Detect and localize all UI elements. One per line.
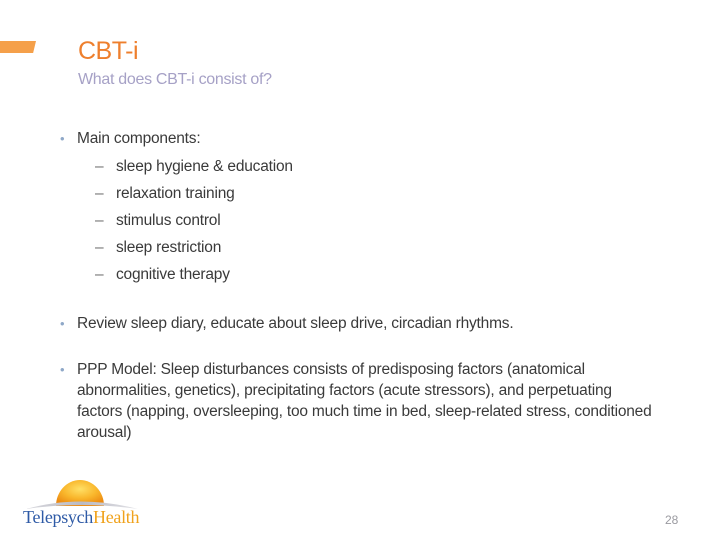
page-number: 28 — [665, 513, 679, 527]
dash-icon: – — [95, 212, 104, 229]
slide-content — [60, 128, 660, 443]
title-accent-bar — [0, 41, 36, 53]
logo-text-telepsych: Telepsych — [23, 507, 94, 527]
dash-icon: – — [95, 185, 104, 202]
slide-subtitle: What does CBT-i consist of? — [78, 71, 272, 88]
bullet-text: Main components: — [77, 130, 201, 147]
bullet-dot-icon: • — [60, 316, 65, 331]
bullet-ppp-model — [60, 359, 660, 443]
slide-title: CBT-i — [78, 37, 138, 65]
list-item — [77, 207, 660, 234]
telepsych-health-logo — [20, 476, 150, 532]
list-item-text: sleep restriction — [116, 239, 222, 256]
list-item-text: stimulus control — [116, 212, 221, 229]
dash-icon: – — [95, 266, 104, 283]
bullet-main-components — [60, 128, 660, 288]
list-item-text: sleep hygiene & education — [116, 158, 293, 175]
list-item — [77, 153, 660, 180]
dash-icon: – — [95, 239, 104, 256]
bullet-dot-icon: • — [60, 362, 65, 377]
list-item — [77, 261, 660, 288]
components-list — [77, 153, 660, 288]
bullet-text: PPP Model: Sleep disturbances consists of predisposing factors (anatomical abnormalities, genetics), precipitating factors (acute stressors), and perpetuating factors (napping, oversleeping, too much time in bed, sleep-related stress, conditioned arousal) — [77, 361, 652, 441]
logo-text-health: Health — [93, 507, 140, 527]
bullet-text: Review sleep diary, educate about sleep drive, circadian rhythms. — [77, 315, 514, 332]
list-item-text: relaxation training — [116, 185, 235, 202]
list-item — [77, 234, 660, 261]
bullet-dot-icon: • — [60, 131, 65, 146]
bullet-sleep-diary — [60, 313, 660, 334]
logo-wordmark — [23, 507, 139, 528]
list-item-text: cognitive therapy — [116, 266, 230, 283]
list-item — [77, 180, 660, 207]
dash-icon: – — [95, 158, 104, 175]
